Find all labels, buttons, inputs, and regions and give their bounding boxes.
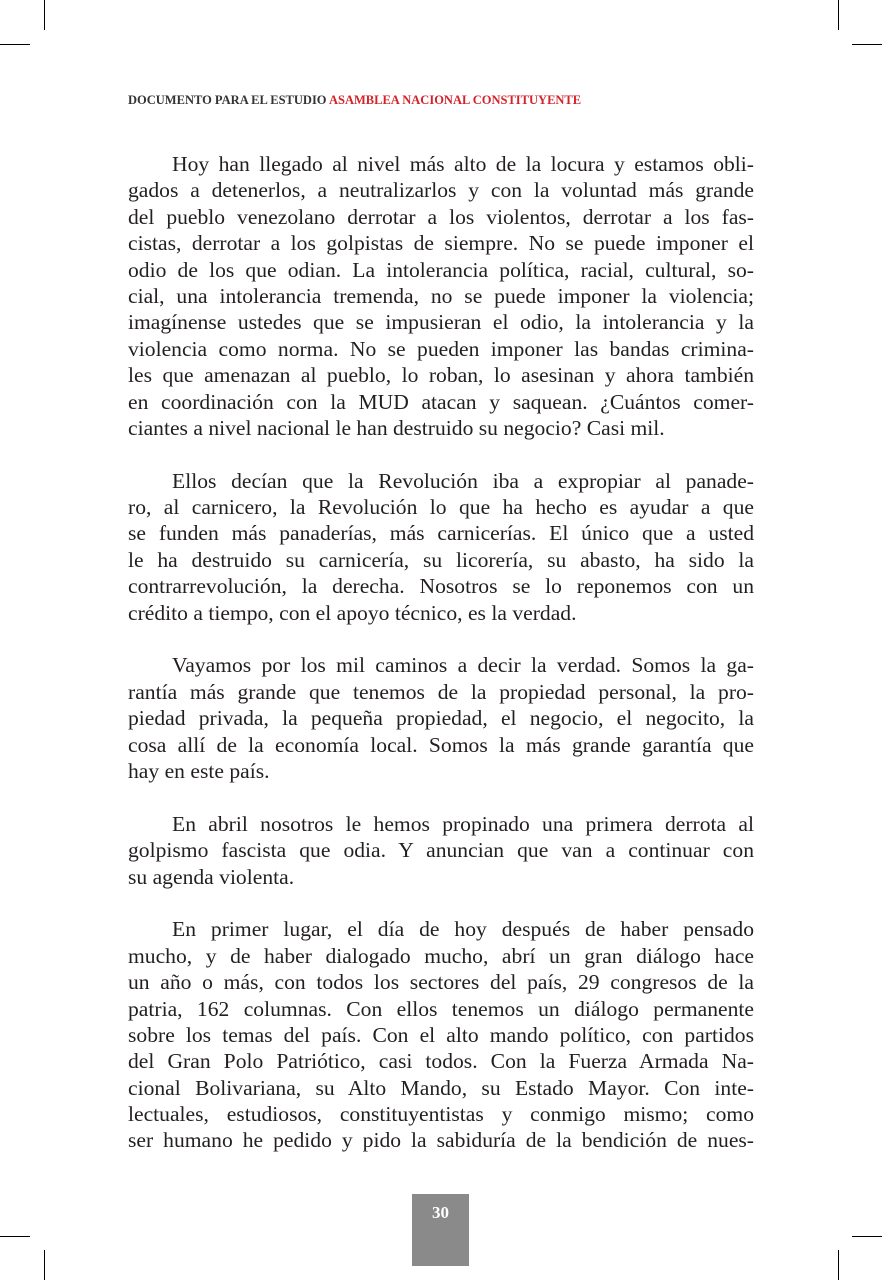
crop-mark: [838, 1250, 839, 1280]
text-line: ciantes a nivel nacional le han destruido su negocio? Casi mil.: [128, 415, 665, 440]
crop-mark: [44, 0, 45, 30]
text-line: del pueblo venezolano derrotar a los violentos, derrotar a los fas-: [128, 204, 754, 229]
crop-mark: [0, 44, 30, 45]
text-line: del Gran Polo Patriótico, casi todos. Con la Fuerza Armada Na-: [128, 1049, 754, 1074]
text-line: imagínense ustedes que se impusieran el odio, la intolerancia y la: [128, 310, 754, 335]
text-line: violencia como norma. No se pueden imponer las bandas crimina-: [128, 336, 754, 361]
text-line: ser humano he pedido y pido la sabiduría de la bendición de nues-: [128, 1128, 754, 1153]
text-line: rantía más grande que tenemos de la propiedad personal, la pro-: [128, 679, 754, 704]
paragraph: [128, 151, 754, 441]
text-line: un año o más, con todos los sectores del país, 29 congresos de la: [128, 970, 754, 995]
text-line: le ha destruido su carnicería, su licorería, su abasto, ha sido la: [128, 547, 754, 572]
body-text: [128, 151, 754, 1180]
paragraph: [128, 811, 754, 890]
text-line: Ellos decían que la Revolución iba a expropiar al panade-: [172, 468, 754, 493]
text-line: golpismo fascista que odia. Y anuncian que van a continuar con: [128, 838, 754, 863]
text-line: gados a detenerlos, a neutralizarlos y con la voluntad más grande: [128, 178, 754, 203]
crop-mark: [44, 1250, 45, 1280]
page-number-box: [412, 1194, 469, 1266]
paragraph: [128, 652, 754, 784]
text-line: odio de los que odian. La intolerancia política, racial, cultural, so-: [128, 257, 754, 282]
text-line: cistas, derrotar a los golpistas de siempre. No se puede imponer el: [128, 231, 754, 256]
header-left: DOCUMENTO PARA EL ESTUDIO: [128, 93, 327, 107]
text-line: lectuales, estudiosos, constituyentistas y conmigo mismo; como: [128, 1102, 754, 1127]
text-line: les que amenazan al pueblo, lo roban, lo asesinan y ahora también: [128, 363, 754, 388]
text-line: se funden más panaderías, más carnicerías. El único que a usted: [128, 521, 754, 546]
crop-mark: [0, 1236, 30, 1237]
text-line: Hoy han llegado al nivel más alto de la locura y estamos obli-: [172, 152, 754, 176]
text-line: cial, una intolerancia tremenda, no se puede imponer la violencia;: [128, 283, 754, 308]
text-line: sobre los temas del país. Con el alto mando político, con partidos: [128, 1022, 754, 1047]
text-line: contrarrevolución, la derecha. Nosotros se lo reponemos con un: [128, 574, 754, 599]
text-line: En abril nosotros le hemos propinado una primera derrota al: [172, 811, 754, 836]
text-line: su agenda violenta.: [128, 864, 295, 889]
page-number: 30: [432, 1203, 449, 1222]
text-line: cional Bolivariana, su Alto Mando, su Estado Mayor. Con inte-: [128, 1075, 754, 1100]
text-line: cosa allí de la economía local. Somos la más grande garantía que: [128, 732, 754, 757]
text-line: hay en este país.: [128, 758, 270, 783]
crop-mark: [852, 44, 882, 45]
text-line: patria, 162 columnas. Con ellos tenemos un diálogo permanente: [128, 996, 754, 1021]
text-line: en coordinación con la MUD atacan y saquean. ¿Cuántos comer-: [128, 389, 754, 414]
text-line: mucho, y de haber dialogado mucho, abrí un gran diálogo hace: [128, 943, 754, 968]
paragraph: [128, 468, 754, 626]
text-line: Vayamos por los mil caminos a decir la verdad. Somos la ga-: [172, 653, 754, 678]
text-line: piedad privada, la pequeña propiedad, el negocio, el negocito, la: [128, 706, 754, 731]
header-right: ASAMBLEA NACIONAL CONSTITUYENTE: [328, 93, 582, 107]
text-line: ro, al carnicero, la Revolución lo que ha hecho es ayudar a que: [128, 495, 754, 520]
text-line: crédito a tiempo, con el apoyo técnico, es la verdad.: [128, 600, 577, 625]
running-header: [128, 93, 581, 108]
text-line: En primer lugar, el día de hoy después de haber pensado: [172, 917, 754, 942]
crop-mark: [852, 1236, 882, 1237]
paragraph: [128, 916, 754, 1154]
crop-mark: [838, 0, 839, 30]
